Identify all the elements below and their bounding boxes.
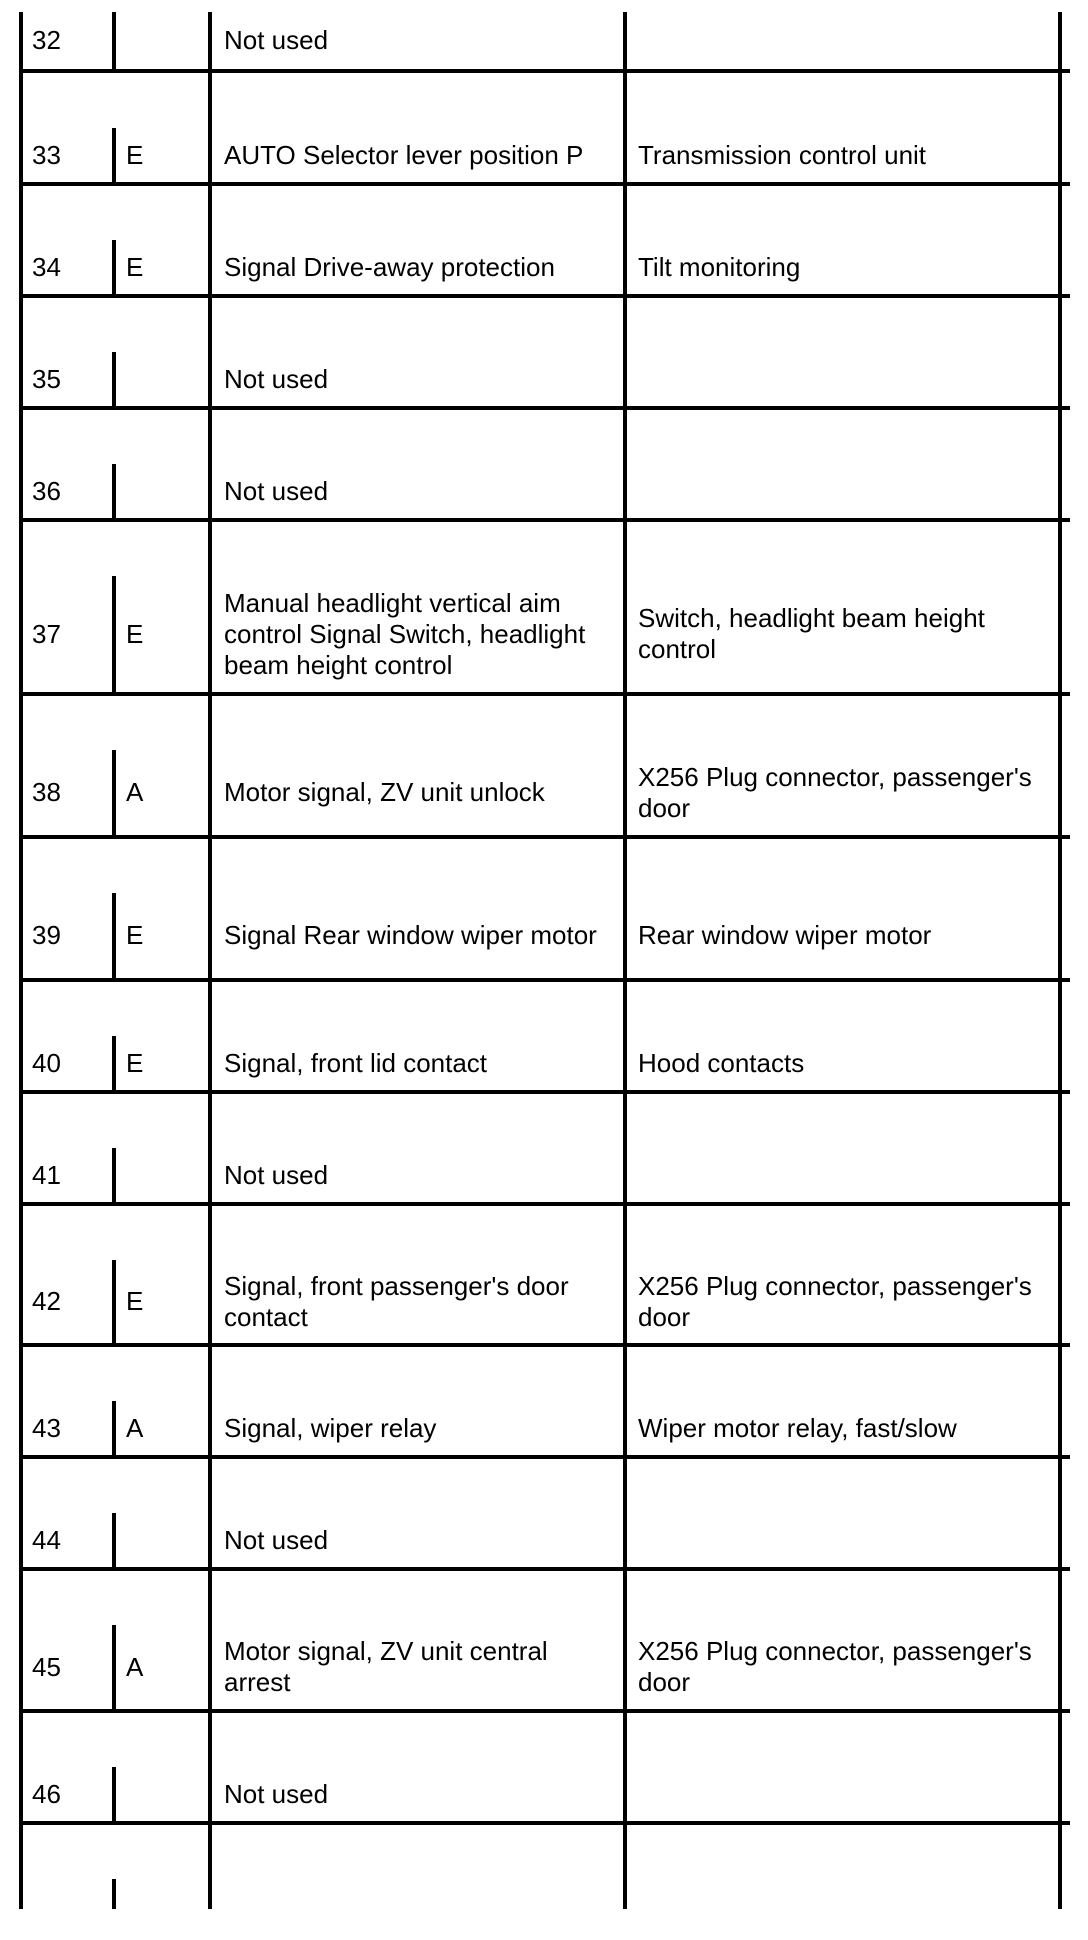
column-divider: [1058, 408, 1062, 464]
column-divider: [208, 1513, 212, 1569]
column-divider: [208, 1823, 212, 1879]
pin-number: 40: [32, 1047, 61, 1078]
column-divider: [623, 1823, 627, 1879]
column-divider: [1058, 1401, 1062, 1457]
signal-description: Not used: [224, 475, 329, 506]
column-divider: [1058, 1625, 1062, 1711]
column-divider: [112, 750, 116, 837]
column-divider: [19, 296, 23, 352]
column-divider: [1058, 576, 1062, 694]
column-divider: [19, 520, 23, 576]
component-name: [638, 464, 1053, 518]
column-divider: [623, 750, 627, 837]
column-divider: [623, 1711, 627, 1767]
column-divider: [623, 240, 627, 296]
component-name: Wiper motor relay, fast/slow: [638, 1412, 957, 1443]
column-divider: [1058, 1345, 1062, 1401]
signal-description: Signal, front passenger's door contact: [224, 1270, 569, 1332]
pin-number: 39: [32, 920, 61, 950]
component-name: [638, 352, 1053, 406]
row-divider: [21, 1455, 1070, 1459]
column-divider: [19, 1513, 23, 1569]
column-divider: [1058, 750, 1062, 837]
column-divider: [208, 1036, 212, 1092]
column-divider: [208, 1092, 212, 1148]
row-divider: [21, 1202, 1070, 1206]
component-name: [638, 1148, 1053, 1202]
column-divider: [19, 1204, 23, 1260]
column-divider: [112, 576, 116, 694]
column-divider: [112, 352, 116, 408]
column-divider: [208, 184, 212, 240]
column-divider: [112, 1767, 116, 1823]
component-name: Tilt monitoring: [638, 251, 801, 282]
signal-description: Motor signal, ZV unit central arrest: [224, 1636, 548, 1697]
column-divider: [1058, 1148, 1062, 1204]
column-divider: [623, 128, 627, 184]
pin-number: 41: [32, 1159, 61, 1190]
column-divider: [208, 980, 212, 1036]
column-divider: [19, 1711, 23, 1767]
signal-description: Signal, wiper relay: [224, 1412, 437, 1443]
column-divider: [112, 1260, 116, 1345]
column-divider: [1058, 464, 1062, 520]
column-divider: [623, 1569, 627, 1625]
column-divider: [19, 408, 23, 464]
component-name: Rear window wiper motor: [638, 920, 932, 950]
component-name: Transmission control unit: [638, 139, 927, 170]
column-divider: [208, 408, 212, 464]
row-divider: [21, 518, 1070, 522]
component-name: [638, 1513, 1053, 1567]
row-divider: [21, 692, 1070, 696]
column-divider: [1058, 694, 1062, 750]
column-divider: [1058, 1260, 1062, 1345]
column-divider: [623, 408, 627, 464]
column-divider: [112, 1879, 116, 1909]
column-divider: [208, 1457, 212, 1513]
signal-description: Signal Drive-away protection: [224, 251, 555, 282]
pin-number: 38: [32, 777, 61, 807]
column-divider: [112, 128, 116, 184]
row-divider: [21, 1709, 1070, 1713]
column-divider: [19, 1260, 23, 1345]
pin-number: 34: [32, 251, 61, 282]
column-divider: [112, 240, 116, 296]
row-divider: [21, 406, 1070, 410]
column-divider: [1058, 352, 1062, 408]
signal-description: Not used: [224, 363, 329, 394]
io-type: E: [126, 1047, 144, 1078]
io-type: [126, 1767, 206, 1821]
column-divider: [208, 1711, 212, 1767]
pin-number: 37: [32, 618, 61, 649]
column-divider: [208, 1767, 212, 1823]
column-divider: [208, 1879, 212, 1909]
column-divider: [208, 296, 212, 352]
column-divider: [1058, 837, 1062, 893]
signal-description: Not used: [224, 25, 329, 55]
column-divider: [208, 694, 212, 750]
component-name: Switch, headlight beam height control: [638, 603, 985, 664]
io-type: [126, 1513, 206, 1567]
column-divider: [1058, 893, 1062, 980]
column-divider: [19, 1401, 23, 1457]
io-type: E: [126, 251, 144, 282]
pin-number: 44: [32, 1524, 61, 1555]
component-name: [638, 1767, 1053, 1821]
pin-number: 32: [32, 25, 61, 55]
column-divider: [1058, 1823, 1062, 1879]
column-divider: [623, 1513, 627, 1569]
column-divider: [208, 1625, 212, 1711]
row-divider: [21, 1567, 1070, 1571]
io-type: E: [126, 920, 144, 950]
column-divider: [1058, 1569, 1062, 1625]
io-type: E: [126, 1286, 144, 1316]
column-divider: [623, 71, 627, 128]
column-divider: [623, 893, 627, 980]
column-divider: [208, 520, 212, 576]
column-divider: [19, 1879, 23, 1909]
signal-description: Not used: [224, 1524, 329, 1555]
column-divider: [208, 12, 212, 71]
pin-number: 45: [32, 1651, 61, 1682]
row-divider: [21, 1821, 1070, 1825]
column-divider: [623, 1204, 627, 1260]
column-divider: [623, 1148, 627, 1204]
column-divider: [19, 750, 23, 837]
column-divider: [208, 1569, 212, 1625]
io-type: [126, 1148, 206, 1202]
signal-description: Manual headlight vertical aim control Signal Switch, headlight beam height control: [224, 587, 586, 680]
column-divider: [1058, 184, 1062, 240]
signal-description: Not used: [224, 1778, 329, 1809]
column-divider: [208, 1260, 212, 1345]
column-divider: [623, 1260, 627, 1345]
column-divider: [208, 1345, 212, 1401]
column-divider: [1058, 1513, 1062, 1569]
column-divider: [208, 71, 212, 128]
column-divider: [1058, 1711, 1062, 1767]
column-divider: [623, 1625, 627, 1711]
column-divider: [623, 1401, 627, 1457]
column-divider: [1058, 1092, 1062, 1148]
signal-description: Not used: [224, 1159, 329, 1190]
column-divider: [19, 1625, 23, 1711]
column-divider: [208, 1401, 212, 1457]
signal-description: Motor signal, ZV unit unlock: [224, 777, 545, 807]
io-type: E: [126, 139, 144, 170]
signal-description: AUTO Selector lever position P: [224, 139, 584, 170]
column-divider: [19, 1457, 23, 1513]
row-divider: [21, 182, 1070, 186]
column-divider: [623, 464, 627, 520]
column-divider: [623, 184, 627, 240]
column-divider: [1058, 1204, 1062, 1260]
column-divider: [623, 576, 627, 694]
pin-number: 42: [32, 1286, 61, 1316]
column-divider: [19, 576, 23, 694]
column-divider: [623, 296, 627, 352]
column-divider: [19, 12, 23, 71]
io-type: A: [126, 777, 144, 807]
row-divider: [21, 835, 1070, 839]
row-divider: [21, 294, 1070, 298]
column-divider: [112, 12, 116, 71]
column-divider: [19, 893, 23, 980]
column-divider: [623, 1036, 627, 1092]
signal-description: Signal, front lid contact: [224, 1047, 488, 1078]
column-divider: [112, 1401, 116, 1457]
column-divider: [1058, 128, 1062, 184]
column-divider: [19, 240, 23, 296]
io-type: [126, 12, 206, 69]
column-divider: [208, 1148, 212, 1204]
column-divider: [623, 1345, 627, 1401]
column-divider: [208, 128, 212, 184]
signal-description: Signal Rear window wiper motor: [224, 920, 597, 950]
column-divider: [19, 1823, 23, 1879]
column-divider: [623, 837, 627, 893]
column-divider: [19, 1767, 23, 1823]
column-divider: [208, 893, 212, 980]
component-name: X256 Plug connector, passenger's door: [638, 761, 1032, 823]
column-divider: [623, 980, 627, 1036]
column-divider: [112, 893, 116, 980]
io-type: [126, 464, 206, 518]
row-divider: [21, 1343, 1070, 1347]
column-divider: [208, 1204, 212, 1260]
io-type: A: [126, 1412, 144, 1443]
column-divider: [623, 520, 627, 576]
column-divider: [1058, 1767, 1062, 1823]
column-divider: [19, 1148, 23, 1204]
column-divider: [1058, 980, 1062, 1036]
column-divider: [19, 184, 23, 240]
column-divider: [208, 750, 212, 837]
pin-number: 35: [32, 363, 61, 394]
column-divider: [19, 837, 23, 893]
column-divider: [1058, 1457, 1062, 1513]
io-type: E: [126, 618, 144, 649]
column-divider: [1058, 71, 1062, 128]
column-divider: [19, 980, 23, 1036]
component-name: X256 Plug connector, passenger's door: [638, 1636, 1032, 1697]
column-divider: [623, 694, 627, 750]
column-divider: [19, 128, 23, 184]
column-divider: [1058, 1879, 1062, 1909]
column-divider: [19, 694, 23, 750]
column-divider: [623, 1767, 627, 1823]
row-divider: [21, 69, 1070, 73]
row-divider: [21, 1090, 1070, 1094]
pin-number: 33: [32, 139, 61, 170]
column-divider: [112, 464, 116, 520]
pin-number: 46: [32, 1778, 61, 1809]
column-divider: [19, 464, 23, 520]
column-divider: [112, 1148, 116, 1204]
io-type: [126, 352, 206, 406]
row-divider: [21, 978, 1070, 982]
column-divider: [623, 1092, 627, 1148]
column-divider: [623, 1879, 627, 1909]
component-name: Hood contacts: [638, 1047, 805, 1078]
pin-number: 43: [32, 1412, 61, 1443]
component-name: [638, 12, 1053, 69]
pin-number: 36: [32, 475, 61, 506]
column-divider: [19, 71, 23, 128]
io-type: A: [126, 1651, 144, 1682]
column-divider: [1058, 240, 1062, 296]
column-divider: [208, 576, 212, 694]
column-divider: [208, 464, 212, 520]
column-divider: [19, 352, 23, 408]
column-divider: [208, 240, 212, 296]
column-divider: [623, 352, 627, 408]
component-name: X256 Plug connector, passenger's door: [638, 1270, 1032, 1332]
column-divider: [1058, 1036, 1062, 1092]
column-divider: [208, 352, 212, 408]
column-divider: [208, 837, 212, 893]
column-divider: [1058, 12, 1062, 71]
column-divider: [1058, 520, 1062, 576]
column-divider: [1058, 296, 1062, 352]
column-divider: [19, 1092, 23, 1148]
column-divider: [19, 1036, 23, 1092]
column-divider: [623, 12, 627, 71]
column-divider: [112, 1036, 116, 1092]
column-divider: [112, 1625, 116, 1711]
column-divider: [623, 1457, 627, 1513]
column-divider: [112, 1513, 116, 1569]
column-divider: [19, 1345, 23, 1401]
column-divider: [19, 1569, 23, 1625]
